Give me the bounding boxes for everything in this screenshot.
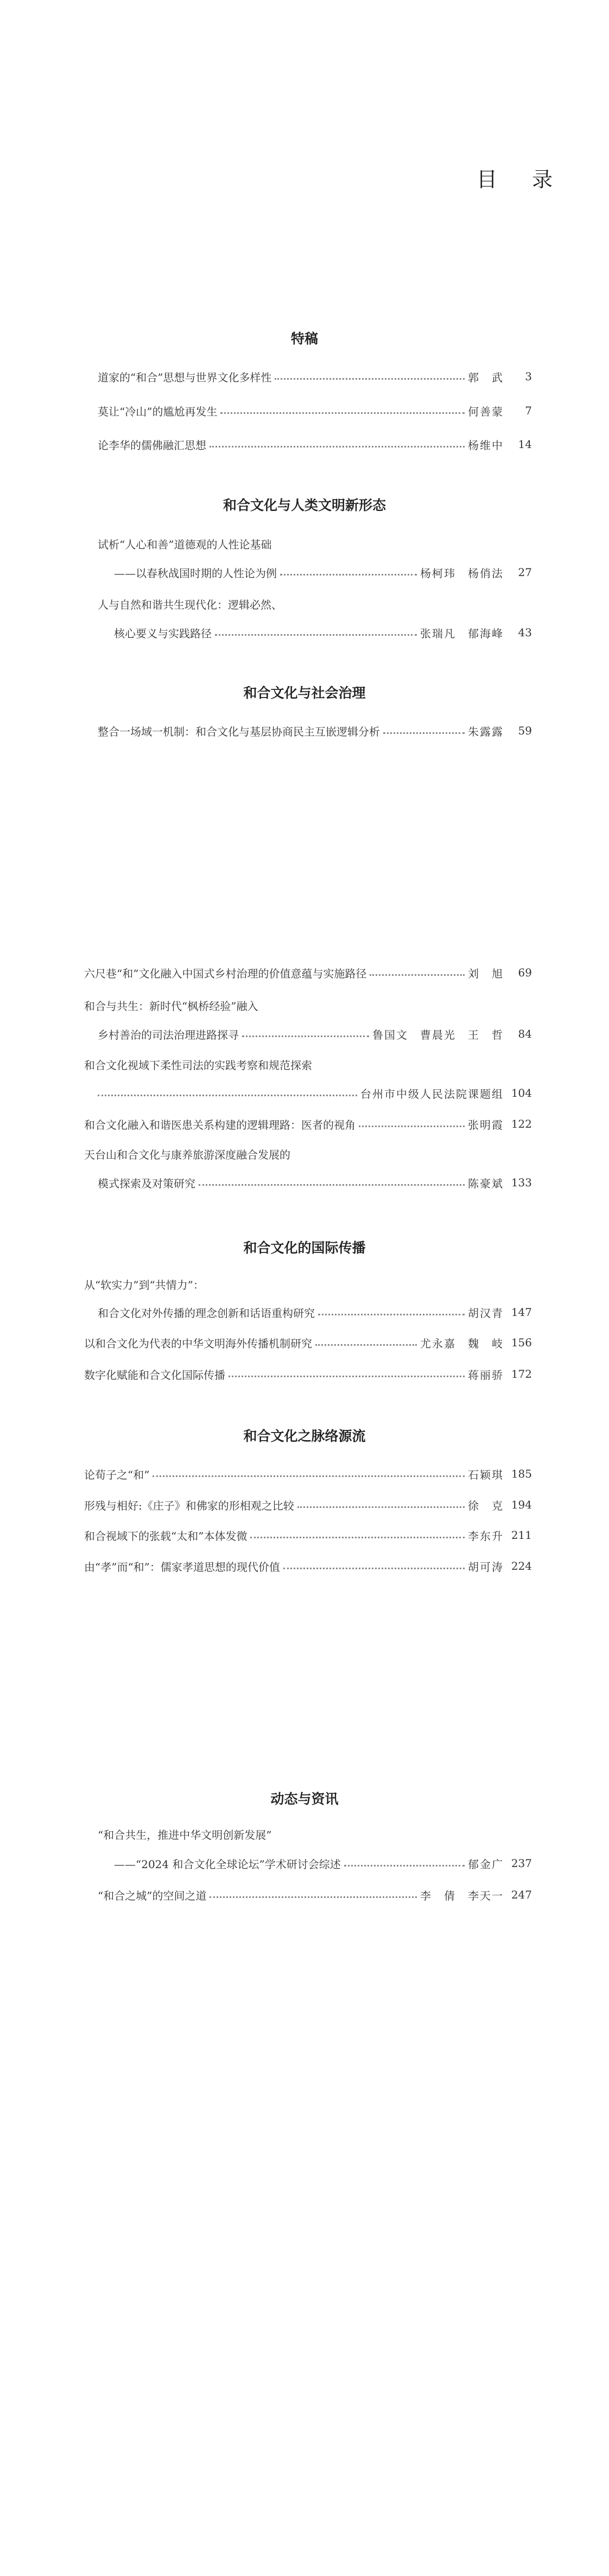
entry-author: 张瑞凡 郁海峰 xyxy=(420,627,504,640)
toc-entry-title-line[interactable] xyxy=(98,595,532,613)
leader-dots xyxy=(318,1314,465,1315)
entry-title: 和合视域下的张载“太和”本体发微 xyxy=(84,1529,248,1543)
entry-title: 和合与共生：新时代“枫桥经验”融入 xyxy=(84,999,258,1013)
entry-title: 从“软实力”到“共情力”： xyxy=(84,1278,204,1292)
entry-title: 论李华的儒佛融汇思想 xyxy=(98,438,206,452)
toc-entry[interactable] xyxy=(98,721,532,740)
entry-page: 247 xyxy=(511,1888,532,1901)
entry-author: 刘 旭 xyxy=(468,967,504,980)
toc-entry[interactable] xyxy=(114,1854,532,1872)
entry-title: 论荀子之“和” xyxy=(84,1468,150,1481)
entry-title: 天台山和合文化与康养旅游深度融合发展的 xyxy=(84,1148,290,1161)
entry-page: 27 xyxy=(518,566,532,579)
entry-author: 鲁国文 曹晨光 王 哲 xyxy=(372,1028,504,1041)
entry-author: 郭 武 xyxy=(468,370,504,384)
entry-author: 胡汉青 xyxy=(468,1306,504,1320)
entry-author: 胡可涛 xyxy=(468,1560,504,1574)
entry-title: 试析“人心和善”道德观的人性论基础 xyxy=(98,538,272,551)
section-heading: 特稿 xyxy=(290,331,318,347)
entry-page: 84 xyxy=(518,1027,532,1040)
entry-author: 石颖琪 xyxy=(468,1468,504,1481)
leader-dots xyxy=(215,634,417,636)
entry-page: 172 xyxy=(511,1367,532,1380)
section-heading: 和合文化与社会治理 xyxy=(243,685,366,701)
toc-entry[interactable] xyxy=(98,1084,532,1102)
entry-title: 道家的“和合”思想与世界文化多样性 xyxy=(98,370,272,384)
entry-title: 数字化赋能和合文化国际传播 xyxy=(84,1368,225,1382)
toc-entry[interactable] xyxy=(84,1465,532,1483)
toc-entry[interactable] xyxy=(84,1365,532,1383)
entry-subtitle: 和合文化对外传播的理念创新和话语重构研究 xyxy=(98,1306,315,1320)
leader-dots xyxy=(242,1035,369,1037)
leader-dots xyxy=(359,1126,465,1127)
entry-subtitle: ——以春秋战国时期的人性论为例 xyxy=(114,566,277,580)
entry-page: 69 xyxy=(518,966,532,979)
toc-entry-title-line[interactable] xyxy=(84,1055,532,1073)
toc-entry[interactable] xyxy=(84,963,532,982)
toc-entry-title-line[interactable] xyxy=(84,996,532,1014)
toc-entry[interactable] xyxy=(98,401,532,420)
toc-entry[interactable] xyxy=(98,1885,532,1904)
toc-entry[interactable] xyxy=(84,1495,532,1514)
entry-page: 211 xyxy=(511,1529,532,1542)
leader-dots xyxy=(383,732,465,734)
leader-dots xyxy=(283,1568,465,1569)
leader-dots xyxy=(98,1095,357,1096)
entry-page: 7 xyxy=(525,404,532,417)
entry-author: 张明霞 xyxy=(468,1118,504,1132)
entry-author: 台州市中级人民法院课题组 xyxy=(360,1087,504,1101)
entry-title: 形残与相好:《庄子》和佛家的形相观之比较 xyxy=(84,1499,294,1512)
entry-title: 人与自然和谐共生现代化：逻辑必然、 xyxy=(98,598,282,611)
toc-entry[interactable] xyxy=(84,1333,532,1352)
entry-page: 3 xyxy=(525,370,532,383)
leader-dots xyxy=(370,974,465,976)
entry-subtitle: 乡村善治的司法治理进路探寻 xyxy=(98,1028,239,1041)
leader-dots xyxy=(210,1896,417,1898)
entry-title: 六尺巷“和”文化融入中国式乡村治理的价值意蕴与实施路径 xyxy=(84,967,367,980)
leader-dots xyxy=(297,1506,465,1508)
entry-subtitle: ——“2024 和合文化全球论坛”学术研讨会综述 xyxy=(114,1857,341,1871)
entry-title: 和合文化融入和谐医患关系构建的逻辑理路：医者的视角 xyxy=(84,1118,356,1132)
toc-entry[interactable] xyxy=(114,563,532,581)
entry-page: 156 xyxy=(511,1336,532,1349)
leader-dots xyxy=(229,1376,465,1377)
entry-page: 59 xyxy=(518,724,532,737)
leader-dots xyxy=(199,1184,465,1186)
entry-title: 以和合文化为代表的中华文明海外传播机制研究 xyxy=(84,1337,312,1350)
entry-author: 陈豪斌 xyxy=(468,1177,504,1190)
toc-entry[interactable] xyxy=(98,1173,532,1192)
entry-title: “和合之城”的空间之道 xyxy=(98,1889,207,1902)
entry-page: 194 xyxy=(511,1498,532,1511)
toc-entry[interactable] xyxy=(98,1303,532,1321)
section-heading: 和合文化与人类文明新形态 xyxy=(223,497,386,513)
entry-author: 朱露露 xyxy=(468,725,504,738)
toc-entry-title-line[interactable] xyxy=(84,1275,532,1293)
leader-dots xyxy=(250,1537,465,1538)
entry-subtitle: 核心要义与实践路径 xyxy=(114,627,212,640)
leader-dots xyxy=(344,1865,465,1867)
toc-entry[interactable] xyxy=(84,1526,532,1544)
entry-page: 185 xyxy=(511,1467,532,1480)
entry-author: 何善蒙 xyxy=(468,405,504,418)
entry-page: 133 xyxy=(511,1176,532,1189)
toc-entry[interactable] xyxy=(84,1557,532,1575)
section-heading: 和合文化之脉络源流 xyxy=(243,1428,366,1444)
toc-entry[interactable] xyxy=(84,1115,532,1133)
entry-author: 李 倩 李天一 xyxy=(420,1889,504,1902)
toc-entry[interactable] xyxy=(98,367,532,386)
toc-entry[interactable] xyxy=(98,1025,532,1043)
entry-title: 由“孝”而“和”：儒家孝道思想的现代价值 xyxy=(84,1560,280,1574)
leader-dots xyxy=(275,378,465,380)
entry-author: 郁金广 xyxy=(468,1857,504,1871)
entry-author: 杨柯玮 杨俏法 xyxy=(420,566,504,580)
leader-dots xyxy=(220,412,465,414)
entry-page: 147 xyxy=(511,1306,532,1319)
entry-author: 尤永嘉 魏 岐 xyxy=(420,1337,504,1350)
toc-entry-title-line[interactable] xyxy=(84,1145,532,1163)
section-heading: 和合文化的国际传播 xyxy=(243,1240,366,1256)
entry-author: 李东升 xyxy=(468,1529,504,1543)
toc-entry[interactable] xyxy=(114,623,532,642)
leader-dots xyxy=(153,1475,465,1477)
entry-title: 莫让“冷山”的尴尬再发生 xyxy=(98,405,218,418)
entry-page: 104 xyxy=(511,1086,532,1100)
toc-title: 目 录 xyxy=(477,168,567,191)
entry-page: 43 xyxy=(518,626,532,639)
toc-entry-title-line[interactable] xyxy=(98,1825,532,1843)
entry-page: 237 xyxy=(511,1857,532,1870)
leader-dots xyxy=(210,446,465,448)
toc-entry-title-line[interactable] xyxy=(98,534,532,553)
leader-dots xyxy=(280,574,417,576)
entry-page: 14 xyxy=(518,438,532,451)
entry-author: 杨维中 xyxy=(468,438,504,452)
entry-page: 224 xyxy=(511,1559,532,1573)
section-heading: 动态与资讯 xyxy=(270,1791,339,1807)
entry-page: 122 xyxy=(511,1117,532,1130)
entry-subtitle: 模式探索及对策研究 xyxy=(98,1177,195,1190)
entry-title: 和合文化视域下柔性司法的实践考察和规范探索 xyxy=(84,1058,312,1072)
entry-author: 徐 克 xyxy=(468,1499,504,1512)
entry-title: 整合一场域一机制：和合文化与基层协商民主互嵌逻辑分析 xyxy=(98,725,380,738)
leader-dots xyxy=(315,1344,417,1346)
entry-title: “和合共生，推进中华文明创新发展” xyxy=(98,1828,272,1842)
toc-entry[interactable] xyxy=(98,435,532,453)
entry-author: 蒋丽骄 xyxy=(468,1368,504,1382)
